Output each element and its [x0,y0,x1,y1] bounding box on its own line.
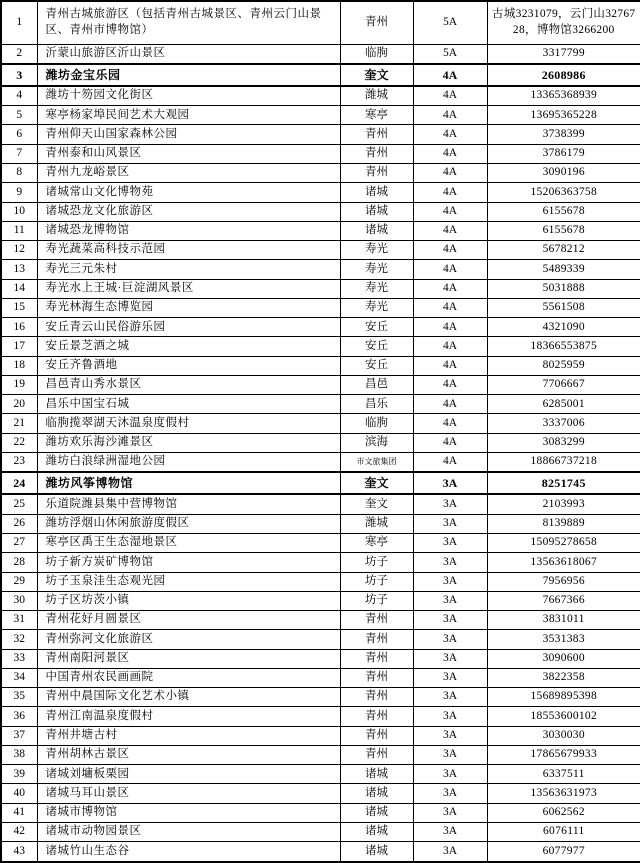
row-number-cell: 24 [1,472,37,494]
phone-cell: 13695365228 [487,106,640,125]
table-row [1,842,640,862]
row-number-cell: 11 [1,221,37,240]
table-row [1,221,640,240]
table-row [1,183,640,202]
table-row [1,533,640,552]
phone-cell: 3030030 [487,726,640,745]
grade-cell: 3A [413,765,487,784]
table-body [1,1,640,862]
name-cell: 寿光林海生态博览园 [37,298,340,317]
phone-cell: 15206363758 [487,183,640,202]
row-number-cell: 37 [1,726,37,745]
table-row [1,726,640,745]
name-cell: 青州胡林古景区 [37,745,340,764]
city-cell: 寒亭 [340,533,413,552]
city-cell: 潍城 [340,514,413,533]
phone-cell: 3083299 [487,433,640,452]
phone-cell: 2103993 [487,494,640,514]
table-row [1,279,640,298]
name-cell: 坊子新方炭矿博物馆 [37,553,340,572]
phone-cell: 15689895398 [487,688,640,707]
grade-cell: 4A [413,298,487,317]
row-number-cell: 20 [1,395,37,414]
row-number-cell: 10 [1,202,37,221]
table-row [1,494,640,514]
row-number-cell: 19 [1,375,37,394]
city-cell: 诸城 [340,765,413,784]
name-cell: 青州古城旅游区（包括青州古城景区、青州云门山景区、青州市博物馆） [37,1,340,44]
name-cell: 沂蒙山旅游区沂山景区 [37,44,340,64]
name-cell: 寿光三元朱村 [37,260,340,279]
row-number-cell: 3 [1,64,37,86]
phone-cell: 17865679933 [487,745,640,764]
row-number-cell: 32 [1,630,37,649]
name-cell: 坊子区坊茨小镇 [37,591,340,610]
grade-cell: 3A [413,591,487,610]
name-cell: 昌乐中国宝石城 [37,395,340,414]
phone-cell: 3822358 [487,668,640,687]
name-cell: 诸城马耳山景区 [37,784,340,803]
name-cell: 乐道院潍县集中营博物馆 [37,494,340,514]
row-number-cell: 9 [1,183,37,202]
phone-cell: 6062562 [487,803,640,822]
table-row [1,64,640,86]
row-number-cell: 1 [1,1,37,44]
phone-cell: 7667366 [487,591,640,610]
row-number-cell: 34 [1,668,37,687]
table-row [1,260,640,279]
table-row [1,803,640,822]
phone-cell: 18366553875 [487,337,640,356]
grade-cell: 5A [413,44,487,64]
phone-cell: 3090600 [487,649,640,668]
name-cell: 青州泰和山风景区 [37,144,340,163]
phone-cell: 4321090 [487,318,640,337]
row-number-cell: 31 [1,611,37,630]
grade-cell: 3A [413,803,487,822]
name-cell: 寒亭杨家埠民间艺术大观园 [37,106,340,125]
table-row [1,822,640,841]
phone-cell: 5489339 [487,260,640,279]
name-cell: 坊子玉泉洼生态观光园 [37,572,340,591]
grade-cell: 3A [413,472,487,494]
name-cell: 安丘景芝酒之城 [37,337,340,356]
row-number-cell: 38 [1,745,37,764]
grade-cell: 4A [413,202,487,221]
table-row [1,668,640,687]
city-cell: 市文旅集团 [340,453,413,473]
grade-cell: 4A [413,144,487,163]
phone-cell: 3337006 [487,414,640,433]
name-cell: 寒亭区禹王生态湿地景区 [37,533,340,552]
table-row [1,745,640,764]
name-cell: 寿光蔬菜高科技示范园 [37,241,340,260]
row-number-cell: 33 [1,649,37,668]
table-row [1,765,640,784]
grade-cell: 4A [413,260,487,279]
grade-cell: 4A [413,106,487,125]
grade-cell: 3A [413,822,487,841]
name-cell: 昌邑青山秀水景区 [37,375,340,394]
city-cell: 昌邑 [340,375,413,394]
table-row [1,298,640,317]
name-cell: 青州中晨国际文化艺术小镇 [37,688,340,707]
grade-cell: 3A [413,533,487,552]
phone-cell: 6285001 [487,395,640,414]
city-cell: 坊子 [340,553,413,572]
row-number-cell: 22 [1,433,37,452]
phone-cell: 6076111 [487,822,640,841]
city-cell: 诸城 [340,202,413,221]
phone-cell: 8025959 [487,356,640,375]
table-row [1,553,640,572]
phone-cell: 18553600102 [487,707,640,726]
row-number-cell: 14 [1,279,37,298]
city-cell: 青州 [340,668,413,687]
phone-cell: 6155678 [487,221,640,240]
city-cell: 临朐 [340,44,413,64]
phone-cell: 3531383 [487,630,640,649]
phone-cell: 2608986 [487,64,640,86]
table-row [1,1,640,44]
name-cell: 诸城恐龙文化旅游区 [37,202,340,221]
table-row [1,241,640,260]
name-cell: 青州南阳河景区 [37,649,340,668]
table-row [1,375,640,394]
grade-cell: 3A [413,842,487,862]
row-number-cell: 35 [1,688,37,707]
city-cell: 安丘 [340,337,413,356]
grade-cell: 4A [413,395,487,414]
table-row [1,630,640,649]
row-number-cell: 41 [1,803,37,822]
table-row [1,572,640,591]
phone-cell: 8139889 [487,514,640,533]
name-cell: 潍坊白浪绿洲湿地公园 [37,453,340,473]
phone-cell: 13563631973 [487,784,640,803]
city-cell: 奎文 [340,494,413,514]
city-cell: 寿光 [340,279,413,298]
grade-cell: 3A [413,572,487,591]
name-cell: 青州九龙峪景区 [37,164,340,183]
grade-cell: 3A [413,726,487,745]
name-cell: 潍坊欢乐海沙滩景区 [37,433,340,452]
city-cell: 青州 [340,611,413,630]
table-row [1,433,640,452]
grade-cell: 4A [413,164,487,183]
name-cell: 青州仰天山国家森林公园 [37,125,340,144]
table-row [1,514,640,533]
grade-cell: 4A [413,318,487,337]
row-number-cell: 28 [1,553,37,572]
name-cell: 潍坊风筝博物馆 [37,472,340,494]
city-cell: 寒亭 [340,106,413,125]
row-number-cell: 43 [1,842,37,862]
row-number-cell: 4 [1,86,37,106]
city-cell: 青州 [340,726,413,745]
phone-cell: 6155678 [487,202,640,221]
city-cell: 诸城 [340,221,413,240]
grade-cell: 4A [413,433,487,452]
table-row [1,395,640,414]
city-cell: 青州 [340,1,413,44]
row-number-cell: 30 [1,591,37,610]
row-number-cell: 12 [1,241,37,260]
phone-cell: 3317799 [487,44,640,64]
row-number-cell: 6 [1,125,37,144]
row-number-cell: 16 [1,318,37,337]
name-cell: 诸城竹山生态谷 [37,842,340,862]
grade-cell: 4A [413,279,487,298]
city-cell: 临朐 [340,414,413,433]
row-number-cell: 40 [1,784,37,803]
row-number-cell: 2 [1,44,37,64]
grade-cell: 4A [413,453,487,473]
row-number-cell: 29 [1,572,37,591]
name-cell: 临朐揽翠湖天沐温泉度假村 [37,414,340,433]
row-number-cell: 26 [1,514,37,533]
name-cell: 青州花好月圆景区 [37,611,340,630]
city-cell: 滨海 [340,433,413,452]
grade-cell: 3A [413,611,487,630]
name-cell: 青州井塘古村 [37,726,340,745]
grade-cell: 4A [413,64,487,86]
table-row [1,164,640,183]
city-cell: 青州 [340,707,413,726]
name-cell: 寿光水上王城·巨淀湖风景区 [37,279,340,298]
phone-cell: 18866737218 [487,453,640,473]
city-cell: 诸城 [340,803,413,822]
grade-cell: 4A [413,337,487,356]
city-cell: 青州 [340,688,413,707]
name-cell: 中国青州农民画画院 [37,668,340,687]
name-cell: 潍坊浮烟山休闲旅游度假区 [37,514,340,533]
city-cell: 青州 [340,125,413,144]
city-cell: 青州 [340,745,413,764]
phone-cell: 6077977 [487,842,640,862]
row-number-cell: 36 [1,707,37,726]
grade-cell: 4A [413,86,487,106]
grade-cell: 4A [413,241,487,260]
name-cell: 青州江南温泉度假村 [37,707,340,726]
name-cell: 诸城刘墉板栗园 [37,765,340,784]
name-cell: 青州弥河文化旅游区 [37,630,340,649]
grade-cell: 3A [413,553,487,572]
table-row [1,414,640,433]
phone-cell: 13563618067 [487,553,640,572]
phone-cell: 8251745 [487,472,640,494]
city-cell: 寿光 [340,298,413,317]
city-cell: 青州 [340,649,413,668]
row-number-cell: 39 [1,765,37,784]
grade-cell: 3A [413,514,487,533]
name-cell: 诸城常山文化博物苑 [37,183,340,202]
grade-cell: 3A [413,784,487,803]
grade-cell: 3A [413,649,487,668]
table-row [1,472,640,494]
table-row [1,337,640,356]
grade-cell: 4A [413,183,487,202]
table-row [1,202,640,221]
table-row [1,318,640,337]
phone-cell: 15095278658 [487,533,640,552]
phone-cell: 3831011 [487,611,640,630]
table-row [1,144,640,163]
phone-cell: 3738399 [487,125,640,144]
name-cell: 诸城市动物园景区 [37,822,340,841]
table-row [1,125,640,144]
city-cell: 奎文 [340,64,413,86]
table-row [1,688,640,707]
city-cell: 寿光 [340,241,413,260]
table-row [1,453,640,473]
phone-cell: 6337511 [487,765,640,784]
phone-cell: 5031888 [487,279,640,298]
phone-cell: 7706667 [487,375,640,394]
table-row [1,611,640,630]
city-cell: 安丘 [340,318,413,337]
grade-cell: 3A [413,707,487,726]
city-cell: 昌乐 [340,395,413,414]
table-row [1,86,640,106]
row-number-cell: 5 [1,106,37,125]
city-cell: 青州 [340,630,413,649]
table-row [1,591,640,610]
name-cell: 诸城恐龙博物馆 [37,221,340,240]
city-cell: 坊子 [340,591,413,610]
city-cell: 安丘 [340,356,413,375]
phone-cell: 13365368939 [487,86,640,106]
row-number-cell: 7 [1,144,37,163]
table-row [1,707,640,726]
row-number-cell: 13 [1,260,37,279]
city-cell: 诸城 [340,822,413,841]
city-cell: 潍城 [340,86,413,106]
city-cell: 青州 [340,144,413,163]
phone-cell: 5561508 [487,298,640,317]
city-cell: 诸城 [340,784,413,803]
city-cell: 寿光 [340,260,413,279]
table-row [1,784,640,803]
row-number-cell: 42 [1,822,37,841]
city-cell: 奎文 [340,472,413,494]
table-row [1,44,640,64]
row-number-cell: 18 [1,356,37,375]
row-number-cell: 15 [1,298,37,317]
name-cell: 安丘青云山民俗游乐园 [37,318,340,337]
phone-cell: 7956956 [487,572,640,591]
grade-cell: 4A [413,221,487,240]
row-number-cell: 25 [1,494,37,514]
name-cell: 潍坊十笏园文化街区 [37,86,340,106]
city-cell: 诸城 [340,183,413,202]
grade-cell: 3A [413,494,487,514]
grade-cell: 3A [413,745,487,764]
name-cell: 安丘齐鲁酒地 [37,356,340,375]
row-number-cell: 17 [1,337,37,356]
phone-cell: 3786179 [487,144,640,163]
grade-cell: 4A [413,356,487,375]
grade-cell: 3A [413,688,487,707]
grade-cell: 4A [413,414,487,433]
table-row [1,649,640,668]
grade-cell: 5A [413,1,487,44]
phone-cell: 3090196 [487,164,640,183]
grade-cell: 3A [413,668,487,687]
row-number-cell: 27 [1,533,37,552]
row-number-cell: 8 [1,164,37,183]
row-number-cell: 23 [1,453,37,473]
city-cell: 诸城 [340,842,413,862]
name-cell: 潍坊金宝乐园 [37,64,340,86]
grade-cell: 4A [413,125,487,144]
city-cell: 青州 [340,164,413,183]
name-cell: 诸城市博物馆 [37,803,340,822]
grade-cell: 4A [413,375,487,394]
phone-cell: 5678212 [487,241,640,260]
city-cell: 坊子 [340,572,413,591]
table-row [1,356,640,375]
table-row [1,106,640,125]
grade-cell: 3A [413,630,487,649]
row-number-cell: 21 [1,414,37,433]
phone-cell: 古城3231079，云门山3276728，博物馆3266200 [487,1,640,44]
